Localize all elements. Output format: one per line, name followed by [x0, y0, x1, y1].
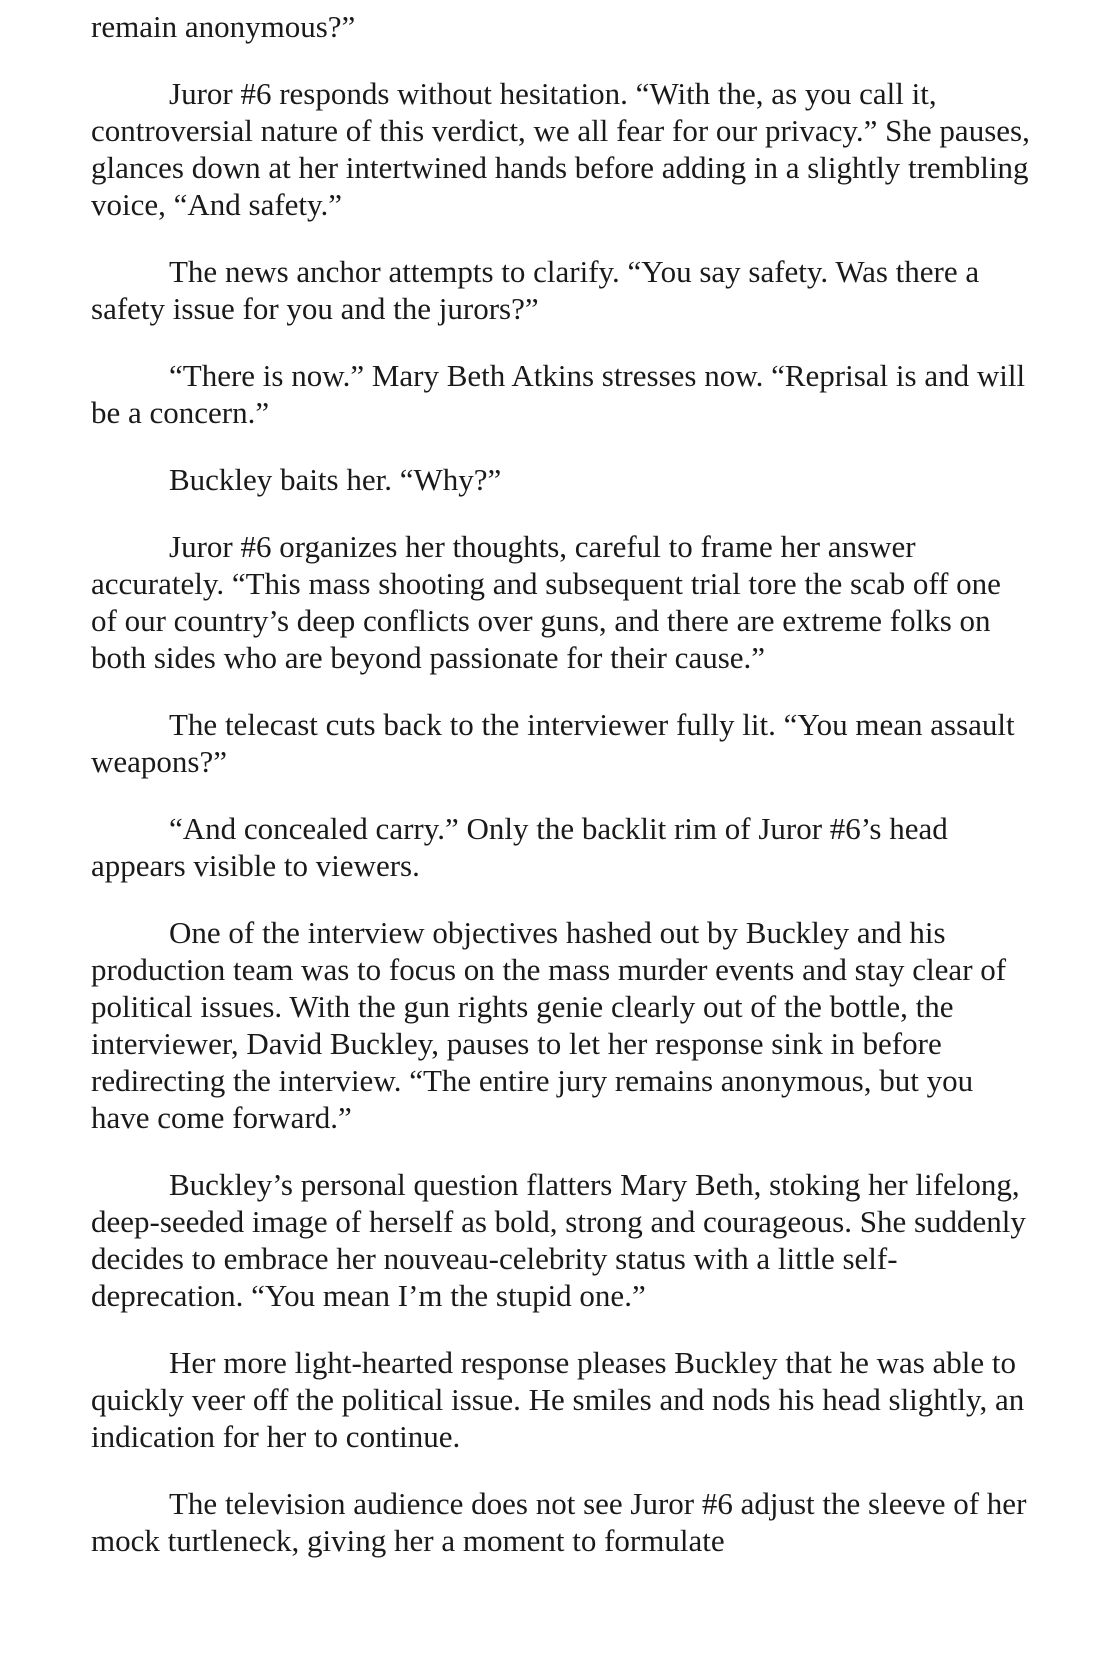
document-page — [91, 8, 1031, 1589]
paragraph: The telecast cuts back to the interviewer fully lit. “You mean assault weapons?” — [91, 707, 1015, 779]
paragraph: Juror #6 organizes her thoughts, careful to frame her answer accurately. “This mass shooting and subsequent trial tore the scab off one of our country’s deep conflicts over guns, and there are extreme folks on both sides who are beyond passionate for their cause.” — [91, 529, 1001, 675]
paragraph: The news anchor attempts to clarify. “You say safety. Was there a safety issue for you and the jurors?” — [91, 254, 980, 326]
paragraph: Juror #6 responds without hesitation. “With the, as you call it, controversial nature of this verdict, we all fear for our privacy.” She pauses, glances down at her intertwined hands before adding in a slightly trembling voice, “And safety.” — [91, 76, 1030, 222]
paragraph: One of the interview objectives hashed out by Buckley and his production team was to focus on the mass murder events and stay clear of political issues. With the gun rights genie clearly out of the bottle, the interviewer, David Buckley, pauses to let her response sink in before redirecting the interview. “The entire jury remains anonymous, but you have come forward.” — [91, 915, 1007, 1135]
paragraph: Buckley’s personal question flatters Mary Beth, stoking her lifelong, deep-seeded image of herself as bold, strong and courageous. She suddenly decides to embrace her nouveau-celebrity status with a little self-deprecation. “You mean I’m the stupid one.” — [91, 1167, 1026, 1313]
paragraph-continued: remain anonymous?” — [91, 9, 356, 44]
paragraph: Her more light-hearted response pleases Buckley that he was able to quickly veer off the political issue. He smiles and nods his head slightly, an indication for her to continue. — [91, 1345, 1025, 1454]
paragraph: “There is now.” Mary Beth Atkins stresses now. “Reprisal is and will be a concern.” — [91, 358, 1026, 430]
paragraph: The television audience does not see Juror #6 adjust the sleeve of her mock turtleneck, giving her a moment to formulate — [91, 1486, 1027, 1558]
paragraph: “And concealed carry.” Only the backlit rim of Juror #6’s head appears visible to viewers. — [91, 811, 948, 883]
paragraph: Buckley baits her. “Why?” — [169, 462, 502, 497]
